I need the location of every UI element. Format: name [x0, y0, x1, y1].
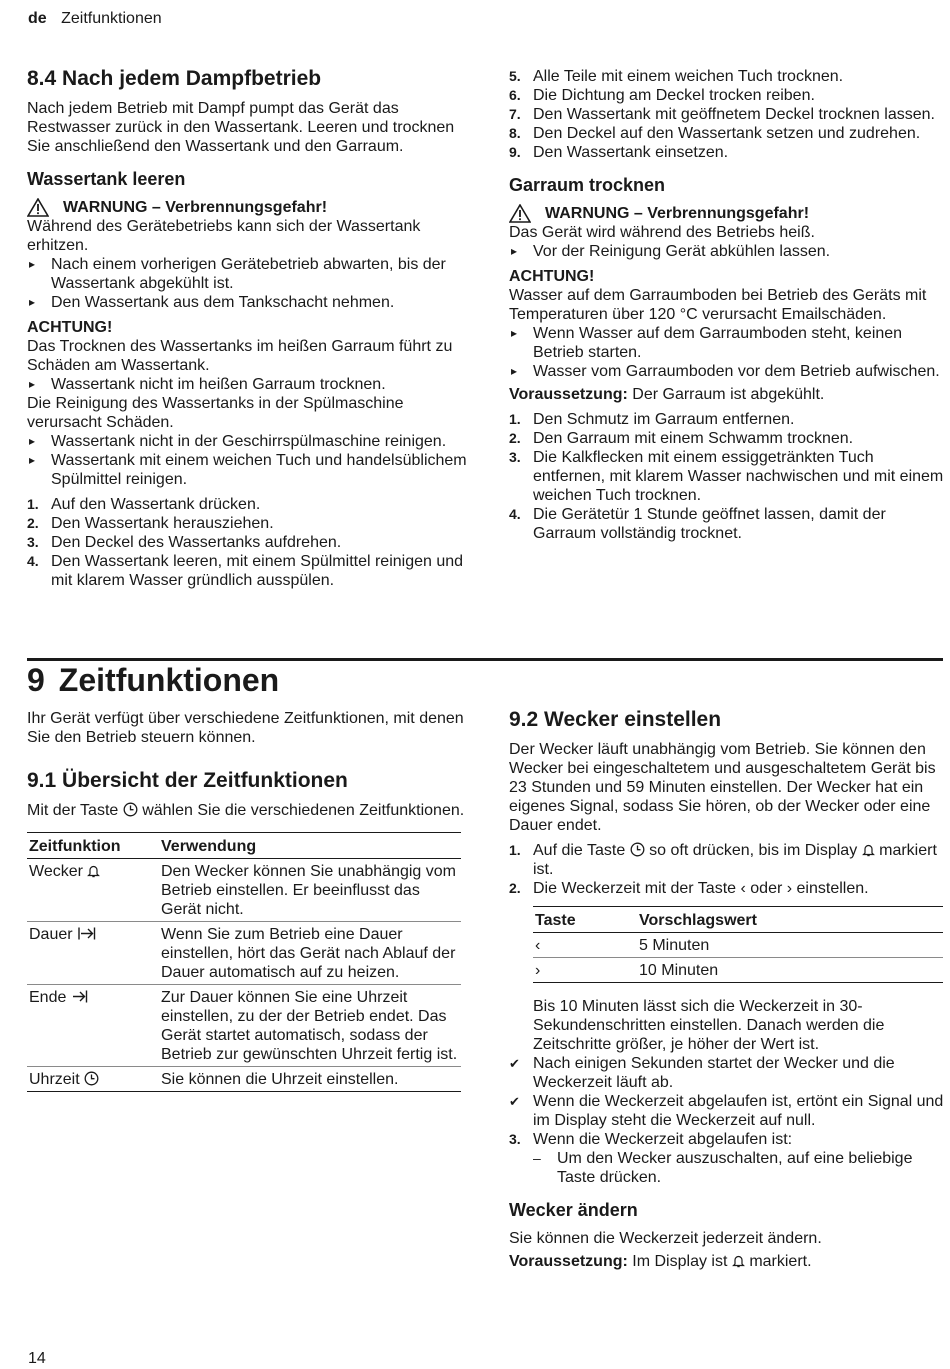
step-text: Den Wassertank herausziehen.	[51, 515, 274, 532]
warning-list	[509, 242, 945, 261]
table-cell: Sie können die Uhrzeit einstellen.	[159, 1067, 461, 1092]
intro-text: wählen Sie die verschiedenen Zeitfunktionen.	[142, 802, 465, 819]
section-intro: Nach jedem Betrieb mit Dampf pumpt das Gerät das Restwasser zurück in den Wassertank. Leeren und trocknen Sie anschließend den Wassertank und den Garraum.	[27, 100, 455, 155]
step-number: 8.	[509, 125, 521, 141]
table-header-row	[27, 833, 461, 859]
table-row	[27, 985, 461, 1067]
step-number: 9.	[509, 144, 521, 160]
section-heading: 9.2 Wecker einstellen	[509, 708, 722, 731]
function-name: Ende	[29, 989, 67, 1006]
chapter-intro: Ihr Gerät verfügt über verschiedene Zeitfunktionen, mit denen Sie den Betrieb steuern können.	[27, 710, 464, 746]
bell-icon	[87, 863, 100, 878]
precondition-label: Voraussetzung:	[509, 386, 628, 403]
step-text: Wenn die Weckerzeit abgelaufen ist:	[533, 1131, 793, 1148]
preset-values-table	[533, 906, 943, 983]
step-text: Um den Wecker auszuschalten, auf eine beliebige Taste drücken.	[557, 1150, 913, 1186]
header-title: Zeitfunktionen	[61, 10, 162, 27]
chevron-right-icon: ›	[533, 958, 637, 983]
warning-box	[27, 198, 467, 217]
section-9-2	[509, 708, 945, 1271]
warning-icon	[27, 198, 49, 217]
function-name: Dauer	[29, 926, 73, 943]
step-number: 2.	[509, 880, 521, 896]
table-cell: 5 Minuten	[637, 933, 943, 958]
step-text: Die Gerätetür 1 Stunde geöffnet lassen, damit der Garraum vollständig trocknet.	[533, 506, 886, 542]
step-item	[509, 143, 945, 162]
page-number: 14	[28, 1350, 46, 1367]
warning-box	[509, 204, 945, 223]
step-number: 3.	[509, 1131, 521, 1147]
step-text: Den Deckel des Wassertanks aufdrehen.	[51, 534, 342, 551]
table-row	[27, 859, 461, 922]
step-item	[509, 505, 945, 543]
time-functions-table	[27, 832, 461, 1092]
table-cell: Wenn Sie zum Betrieb eine Dauer einstellen, hört das Gerät nach Ablauf der Dauer automatisch auf zu heizen.	[159, 922, 461, 985]
table-row	[533, 933, 943, 958]
step-number: 2.	[27, 515, 39, 531]
wecker-steps-list	[509, 841, 945, 898]
step-text: so oft drücken, bis im Display	[649, 842, 858, 859]
table-row	[27, 1067, 461, 1092]
list-item: ▸ Nach einem vorherigen Gerätebetrieb abwarten, bis der Wassertank abgekühlt ist.	[27, 255, 467, 293]
section-intro: Der Wecker läuft unabhängig vom Betrieb. Sie können den Wecker bei eingeschaltetem und ausgeschaltetem Gerät bis 23 Stunden und 59 Minuten einstellen. Der Wecker hat ein eigenes Signal, sodass Sie hören, ob der Wecker oder eine Dauer endet.	[509, 741, 936, 834]
chevron-left-icon: ‹	[533, 933, 637, 958]
step-item	[509, 67, 945, 86]
function-name: Wecker	[29, 863, 83, 880]
step-item	[27, 533, 467, 552]
table-cell: Den Wecker können Sie unabhängig vom Betrieb einstellen. Er beeinflusst das Gerät nicht.	[159, 859, 461, 922]
dash-marker: –	[533, 1150, 541, 1166]
clock-icon	[630, 842, 645, 857]
step-number: 1.	[27, 496, 39, 512]
precondition-label: Voraussetzung:	[509, 1253, 628, 1270]
table-cell	[27, 859, 159, 922]
attention-text: Das Trocknen des Wassertanks im heißen Garraum führt zu Schäden am Wassertank.	[27, 338, 453, 374]
function-name: Uhrzeit	[29, 1071, 80, 1088]
list-item: ▸ Wasser vom Garraumboden vor dem Betrieb aufwischen.	[509, 362, 945, 381]
result-list	[509, 1054, 945, 1130]
step-text: Die Weckerzeit mit der Taste	[533, 880, 737, 897]
list-item: ▸ Wassertank mit einem weichen Tuch und handelsüblichem Spülmittel reinigen.	[27, 451, 467, 489]
step-text: Alle Teile mit einem weichen Tuch trocknen.	[533, 68, 844, 85]
step-text: einstellen.	[796, 880, 869, 897]
step-number: 1.	[509, 411, 521, 427]
chapter-number: 9	[27, 662, 45, 698]
step-number: 1.	[509, 842, 521, 858]
list-item: ▸ Vor der Reinigung Gerät abkühlen lassen.	[509, 242, 945, 261]
duration-icon	[77, 926, 97, 941]
table-cell: 10 Minuten	[637, 958, 943, 983]
precondition-text: Im Display ist	[632, 1253, 728, 1270]
step-item	[509, 448, 945, 505]
step-item	[509, 410, 945, 429]
precondition	[509, 1252, 945, 1271]
clock-icon	[84, 1071, 99, 1086]
column-header: Zeitfunktion	[27, 833, 159, 859]
section-intro	[27, 801, 467, 820]
subheading-wassertank-leeren: Wassertank leeren	[27, 169, 186, 189]
subheading-wecker-aendern: Wecker ändern	[509, 1200, 638, 1220]
end-icon	[71, 989, 89, 1004]
step-text: Den Garraum mit einem Schwamm trocknen.	[533, 430, 854, 447]
step-text: Den Deckel auf den Wassertank setzen und zudrehen.	[533, 125, 921, 142]
step-number: 3.	[27, 534, 39, 550]
step-item	[509, 429, 945, 448]
attention-list	[509, 324, 945, 381]
section-heading: 9.1 Übersicht der Zeitfunktionen	[27, 769, 348, 792]
garraum-steps-list	[509, 410, 945, 543]
list-item: ▸ Wassertank nicht im heißen Garraum trocknen.	[27, 375, 467, 394]
wecker-steps-list-continued	[509, 1130, 945, 1187]
attention-list	[27, 432, 467, 489]
step-text: Den Wassertank mit geöffnetem Deckel trocknen lassen.	[533, 106, 935, 123]
list-item: ▸ Wassertank nicht in der Geschirrspülmaschine reinigen.	[27, 432, 467, 451]
precondition-text: markiert.	[749, 1253, 812, 1270]
section-heading: 8.4 Nach jedem Dampfbetrieb	[27, 67, 322, 90]
warning-title: WARNUNG – Verbrennungsgefahr!	[63, 199, 328, 216]
step-item	[27, 514, 467, 533]
step-number: 4.	[509, 506, 521, 522]
sub-step-item	[509, 1149, 945, 1187]
column-header: Verwendung	[159, 833, 461, 859]
table-cell	[27, 985, 159, 1067]
step-text: Den Wassertank leeren, mit einem Spülmittel reinigen und mit klarem Wasser gründlich ausspülen.	[51, 553, 464, 589]
step-number: 3.	[509, 449, 521, 465]
bell-icon	[732, 1253, 745, 1268]
steps-list	[27, 495, 467, 590]
step-item	[509, 86, 945, 105]
step-text: Die Dichtung am Deckel trocken reiben.	[533, 87, 815, 104]
attention-text: Die Reinigung des Wassertanks in der Spülmaschine verursacht Schäden.	[27, 395, 404, 431]
warning-text: Während des Gerätebetriebs kann sich der Wassertank erhitzen.	[27, 218, 421, 254]
warning-list	[27, 255, 467, 312]
intro-text: Mit der Taste	[27, 802, 119, 819]
attention-text: Wasser auf dem Garraumboden bei Betrieb des Geräts mit Temperaturen über 120 °C verursacht Emailschäden.	[509, 287, 927, 323]
attention-title: ACHTUNG!	[27, 319, 113, 336]
clock-icon	[123, 802, 138, 817]
language-code: de	[28, 10, 47, 27]
warning-title: WARNUNG – Verbrennungsgefahr!	[545, 205, 810, 222]
steps-list-continued	[509, 67, 945, 162]
table-row	[533, 958, 943, 983]
step-item	[509, 1130, 945, 1149]
step-number: 7.	[509, 106, 521, 122]
step-text: markiert ist.	[533, 842, 937, 878]
attention-list	[27, 375, 467, 394]
step-number: 5.	[509, 68, 521, 84]
bell-icon	[862, 842, 875, 857]
list-item: ▸ Wenn Wasser auf dem Garraumboden steht, keinen Betrieb starten.	[509, 324, 945, 362]
attention-title: ACHTUNG!	[509, 268, 595, 285]
warning-icon	[509, 204, 531, 223]
step-text: Den Schmutz im Garraum entfernen.	[533, 411, 795, 428]
step-item	[509, 124, 945, 143]
step-item	[509, 879, 945, 898]
precondition	[509, 385, 945, 404]
chapter-name: Zeitfunktionen	[58, 662, 280, 698]
precondition-text: Der Garraum ist abgekühlt.	[632, 386, 825, 403]
note-text: Bis 10 Minuten lässt sich die Weckerzeit in 30-Sekundenschritten einstellen. Danach werden die Zeitschritte größer, je höher der Wert ist.	[533, 998, 885, 1053]
warning-text: Das Gerät wird während des Betriebs heiß.	[509, 224, 815, 241]
section-8-4-right	[509, 67, 945, 543]
section-9-1	[27, 709, 467, 1092]
chevron-right-icon: ›	[786, 880, 793, 897]
chevron-left-icon: ‹	[740, 880, 746, 897]
page-header	[28, 9, 162, 28]
step-text: Auf die Taste	[533, 842, 626, 859]
result-item: ✔ Nach einigen Sekunden startet der Wecker und die Weckerzeit läuft ab.	[509, 1054, 945, 1092]
table-row	[27, 922, 461, 985]
table-cell	[27, 922, 159, 985]
step-text: oder	[750, 880, 783, 897]
step-number: 6.	[509, 87, 521, 103]
table-cell	[27, 1067, 159, 1092]
step-item	[509, 105, 945, 124]
step-item	[27, 552, 467, 590]
subheading-garraum-trocknen: Garraum trocknen	[509, 175, 666, 195]
step-text: Auf den Wassertank drücken.	[51, 496, 261, 513]
table-header-row	[533, 907, 943, 933]
step-number: 4.	[27, 553, 39, 569]
step-item	[509, 841, 945, 879]
list-item: ▸ Den Wassertank aus dem Tankschacht nehmen.	[27, 293, 467, 312]
column-header: Taste	[533, 907, 637, 933]
change-text: Sie können die Weckerzeit jederzeit ändern.	[509, 1230, 822, 1247]
result-item: ✔ Wenn die Weckerzeit abgelaufen ist, ertönt ein Signal und im Display steht die Weckerzeit auf null.	[509, 1092, 945, 1130]
step-text: Den Wassertank einsetzen.	[533, 144, 729, 161]
step-text: Die Kalkflecken mit einem essiggetränkten Tuch entfernen, mit klarem Wasser nachwischen und mit einem weichen Tuch trocknen.	[533, 449, 944, 504]
table-cell: Zur Dauer können Sie eine Uhrzeit einstellen, zu der der Betrieb endet. Das Gerät startet automatisch, sodass der Betrieb zur gewünschten Uhrzeit fertig ist.	[159, 985, 461, 1067]
section-8-4-left	[27, 67, 467, 590]
chapter-title	[27, 661, 279, 699]
step-number: 2.	[509, 430, 521, 446]
step-item	[27, 495, 467, 514]
column-header: Vorschlagswert	[637, 907, 943, 933]
